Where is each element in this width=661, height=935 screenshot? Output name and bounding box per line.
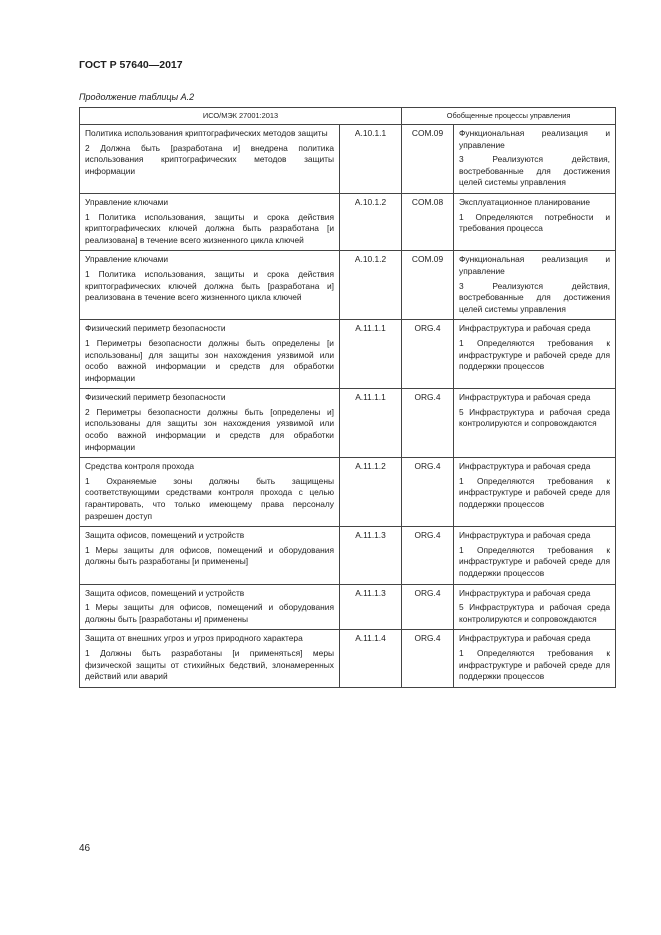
requirement-text: 1 Меры защиты для офисов, помещений и оборудования должны быть [разработаны и] применены [85,602,334,624]
column-header-iso: ИСО/МЭК 27001:2013 [80,108,402,125]
process-cell [454,251,616,320]
clause-code: A.11.1.1 [340,389,402,458]
process-cell [454,584,616,630]
requirement-text: 1 Меры защиты для офисов, помещений и оборудования должны быть разработаны [и применены] [85,544,334,567]
process-text: 3 Реализуются действия, востребованные для достижения целей системы управления [459,280,611,314]
requirement-text: 1 Политика использования, защиты и срока действия криптографических ключей должна быть [разработана и] реализована в течение всего жизненного цикла ключей [85,268,334,303]
clause-code: A.10.1.2 [340,193,402,250]
process-code: ORG.4 [402,320,454,389]
process-text: 1 Определяются потребности и требования процесса [459,211,611,234]
column-header-processes: Обобщенные процессы управления [402,108,616,125]
table-row [80,320,616,389]
table-header-row [80,108,616,125]
process-cell [454,320,616,389]
requirement-cell [80,193,340,250]
clause-code: A.10.1.2 [340,251,402,320]
process-title: Инфраструктура и рабочая среда [459,530,591,541]
process-code: ORG.4 [402,458,454,527]
process-code: ORG.4 [402,389,454,458]
requirement-cell [80,320,340,389]
process-title: Эксплуатационное планирование [459,196,591,207]
requirement-cell [80,630,340,687]
table-row [80,193,616,250]
table-row [80,458,616,527]
table-row [80,389,616,458]
table-row [80,251,616,320]
process-cell [454,125,616,194]
table-row [80,125,616,194]
requirement-title: Управление ключами [85,254,169,265]
requirement-cell [80,125,340,194]
process-text: 1 Определяются требования к инфраструктуре и рабочей среде для поддержки процессов [459,544,611,578]
process-title: Функциональная реализация и управление [459,128,611,150]
clause-code: A.11.1.3 [340,584,402,630]
clause-code: A.11.1.4 [340,630,402,687]
process-title: Инфраструктура и рабочая среда [459,461,591,472]
process-cell [454,458,616,527]
requirement-text: 2 Периметры безопасности должны быть [определены и] использованы для защиты зон нахождения уязвимой или особо важной информации и средств для обработки информации [85,406,334,452]
requirement-text: 2 Должна быть [разработана и] внедрена политика использования криптографических методов защиты информации [85,142,334,176]
requirement-cell [80,584,340,630]
process-text: 1 Определяются требования к инфраструктуре и рабочей среде для поддержки процессов [459,647,611,682]
clause-code: A.11.1.1 [340,320,402,389]
requirement-cell [80,251,340,320]
process-text: 1 Определяются требования к инфраструктуре и рабочей среде для поддержки процессов [459,337,611,372]
process-code: COM.09 [402,125,454,194]
requirement-text: 1 Периметры безопасности должны быть определены [и использованы] для защиты зон нахождения уязвимой или особо важной информации и средств для обработки информации [85,337,334,383]
process-title: Инфраструктура и рабочая среда [459,392,591,403]
process-text: 5 Инфраструктура и рабочая среда контролируются и сопровождаются [459,602,611,624]
process-cell [454,630,616,687]
process-code: COM.08 [402,193,454,250]
document-title: ГОСТ Р 57640—2017 [79,59,183,71]
process-cell [454,389,616,458]
requirement-title: Управление ключами [85,196,169,207]
process-code: COM.09 [402,251,454,320]
process-title: Инфраструктура и рабочая среда [459,587,591,598]
requirement-title: Физический периметр безопасности [85,392,226,403]
table-continuation-caption: Продолжение таблицы А.2 [79,92,195,102]
process-title: Инфраструктура и рабочая среда [459,633,591,644]
requirement-text: 1 Должны быть разработаны [и применяться] меры физической защиты от стихийных бедствий, злонамеренных действий или аварий [85,647,334,682]
page-number: 46 [79,843,91,854]
table-row [80,584,616,630]
mapping-table [79,107,616,688]
requirement-title: Физический периметр безопасности [85,323,226,334]
requirement-cell [80,389,340,458]
requirement-text: 1 Охраняемые зоны должны быть защищены соответствующими средствами контроля прохода с целью гарантировать, что только имеющему права персоналу разрешен доступ [85,475,334,521]
process-cell [454,193,616,250]
process-text: 5 Инфраструктура и рабочая среда контролируются и сопровождаются [459,406,611,429]
requirement-title: Политика использования криптографических методов защиты [85,128,328,138]
table-body [80,125,616,688]
clause-code: A.10.1.1 [340,125,402,194]
process-title: Инфраструктура и рабочая среда [459,323,591,334]
clause-code: A.11.1.2 [340,458,402,527]
clause-code: A.11.1.3 [340,527,402,584]
process-cell [454,527,616,584]
process-code: ORG.4 [402,527,454,584]
table-row [80,527,616,584]
requirement-cell [80,458,340,527]
requirement-title: Защита от внешних угроз и угроз природного характера [85,633,303,644]
process-title: Функциональная реализация и управление [459,254,611,276]
process-text: 1 Определяются требования к инфраструктуре и рабочей среде для поддержки процессов [459,475,611,510]
table-row [80,630,616,687]
requirement-title: Средства контроля прохода [85,461,195,472]
process-code: ORG.4 [402,584,454,630]
requirement-title: Защита офисов, помещений и устройств [85,587,245,598]
requirement-title: Защита офисов, помещений и устройств [85,530,245,541]
process-text: 3 Реализуются действия, востребованные для достижения целей системы управления [459,154,611,188]
requirement-text: 1 Политика использования, защиты и срока действия криптографических ключей должна быть разработана [и реализована] в течение всего жизненного цикла ключей [85,211,334,245]
requirement-cell [80,527,340,584]
process-code: ORG.4 [402,630,454,687]
